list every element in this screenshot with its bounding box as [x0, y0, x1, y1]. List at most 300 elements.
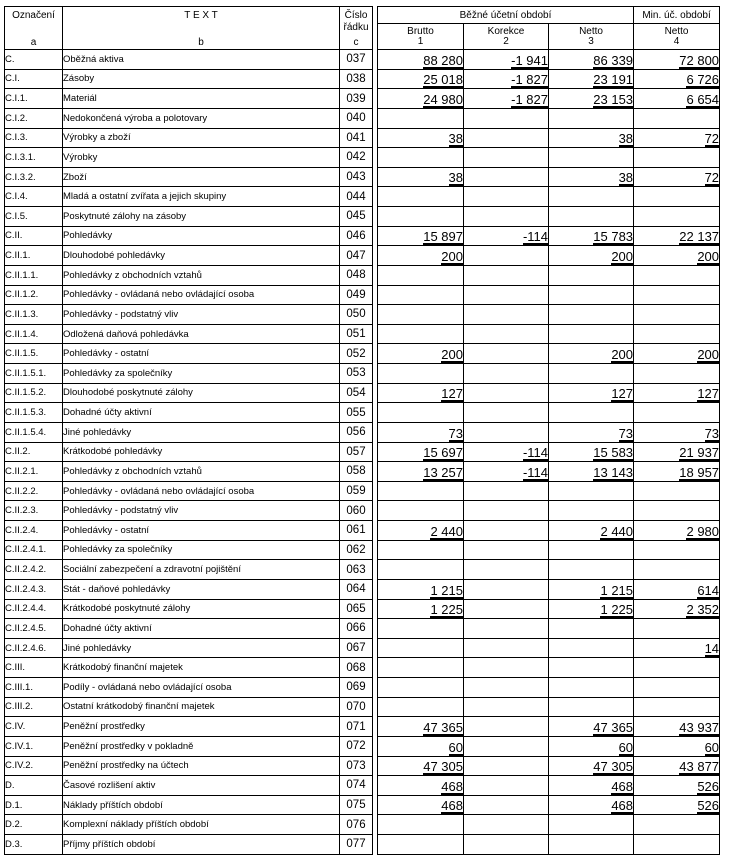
- brutto-value-text: 24 980: [423, 91, 463, 107]
- row-text: Peněžní prostředky v pokladně: [63, 736, 340, 756]
- min-period-value-text: 127: [697, 386, 720, 402]
- table-row: [5, 128, 720, 148]
- row-number: 037: [340, 50, 373, 70]
- netto-value: [549, 599, 634, 619]
- netto-value: [549, 422, 634, 442]
- korekce-value: [464, 89, 549, 109]
- header-col-4: 4: [673, 36, 680, 48]
- row-code: C.I.3.1.: [5, 148, 63, 168]
- min-period-value: [634, 167, 720, 187]
- table-row: [5, 364, 720, 384]
- brutto-value: [378, 108, 464, 128]
- korekce-value-text: -114: [522, 229, 548, 245]
- korekce-value: [464, 638, 549, 658]
- min-period-value-text: 2 980: [686, 523, 720, 539]
- header-brutto-group: [378, 27, 463, 47]
- korekce-value: [464, 736, 549, 756]
- row-number: 066: [340, 619, 373, 639]
- brutto-value: [378, 678, 464, 698]
- header-col-a: a: [30, 37, 37, 48]
- korekce-value: [464, 521, 549, 541]
- korekce-value: [464, 128, 549, 148]
- row-number: 073: [340, 756, 373, 776]
- row-number: 063: [340, 560, 373, 580]
- row-number: 057: [340, 442, 373, 462]
- brutto-value: [378, 246, 464, 266]
- netto-value: [549, 50, 634, 70]
- netto-value: [549, 795, 634, 815]
- row-code: C.IV.2.: [5, 756, 63, 776]
- row-text: Nedokončená výroba a polotovary: [63, 108, 340, 128]
- row-code: C.I.3.: [5, 128, 63, 148]
- brutto-value: [378, 207, 464, 227]
- brutto-value-text: 1 225: [430, 602, 463, 618]
- brutto-value: [378, 187, 464, 207]
- brutto-value-text: 200: [441, 347, 463, 362]
- brutto-value: [378, 658, 464, 678]
- netto-value: [549, 246, 634, 266]
- header-netto-min-label: Netto: [664, 26, 689, 38]
- min-period-value: [634, 226, 720, 246]
- row-text: Pohledávky - ostatní: [63, 344, 340, 364]
- min-period-value: [634, 305, 720, 325]
- row-text: Krátkodobé poskytnuté zálohy: [63, 599, 340, 619]
- row-text: Peněžní prostředky na účtech: [63, 756, 340, 776]
- row-text: Pohledávky - ovládaná nebo ovládající osoba: [63, 285, 340, 305]
- min-period-value: [634, 658, 720, 678]
- netto-value: [549, 226, 634, 246]
- brutto-value: [378, 383, 464, 403]
- netto-value: [549, 344, 634, 364]
- netto-value: [549, 442, 634, 462]
- row-code: C.III.1.: [5, 678, 63, 698]
- table-row: [5, 599, 720, 619]
- brutto-value: [378, 481, 464, 501]
- row-code: C.II.2.4.6.: [5, 638, 63, 658]
- netto-value: [549, 128, 634, 148]
- row-code: C.IV.1.: [5, 736, 63, 756]
- row-number: 055: [340, 403, 373, 423]
- korekce-value: [464, 481, 549, 501]
- brutto-value: [378, 697, 464, 717]
- netto-value: [549, 579, 634, 599]
- netto-value: [549, 108, 634, 128]
- table-row: [5, 167, 720, 187]
- row-text: Pohledávky za společníky: [63, 540, 340, 560]
- korekce-value-text: -1 941: [511, 52, 548, 68]
- row-number: 065: [340, 599, 373, 619]
- netto-value-text: 47 365: [593, 719, 634, 735]
- brutto-value-text: 88 280: [423, 52, 463, 68]
- min-period-value: [634, 717, 720, 737]
- netto-value-text: 23 153: [593, 91, 634, 107]
- brutto-value: [378, 560, 464, 580]
- brutto-value: [378, 69, 464, 89]
- row-number: 059: [340, 481, 373, 501]
- min-period-value: [634, 579, 720, 599]
- netto-value-text: 15 583: [593, 445, 634, 461]
- korekce-value: [464, 619, 549, 639]
- header-brutto: [378, 24, 464, 50]
- brutto-value: [378, 89, 464, 109]
- row-code: C.I.1.: [5, 89, 63, 109]
- korekce-value: [464, 835, 549, 855]
- korekce-value: [464, 305, 549, 325]
- row-text: Dlouhodobé poskytnuté zálohy: [63, 383, 340, 403]
- min-period-value: [634, 422, 720, 442]
- table-row: [5, 442, 720, 462]
- min-period-value: [634, 835, 720, 855]
- korekce-value: [464, 403, 549, 423]
- header-min-obdobi: Min. úč. období: [634, 7, 720, 24]
- row-text: Pohledávky - ovládaná nebo ovládající osoba: [63, 481, 340, 501]
- row-text: Stát - daňové pohledávky: [63, 579, 340, 599]
- table-row: [5, 776, 720, 796]
- netto-value: [549, 540, 634, 560]
- header-oznaceni: [5, 7, 63, 50]
- min-period-value: [634, 481, 720, 501]
- row-code: C.II.1.1.: [5, 265, 63, 285]
- brutto-value: [378, 717, 464, 737]
- row-code: C.I.5.: [5, 207, 63, 227]
- row-text: Pohledávky: [63, 226, 340, 246]
- brutto-value-text: 13 257: [423, 464, 463, 480]
- netto-value-text: 13 143: [593, 464, 634, 480]
- min-period-value-text: 43 937: [679, 719, 720, 735]
- row-text: Dohadné účty aktivní: [63, 403, 340, 423]
- header-korekce: [464, 24, 549, 50]
- row-code: D.2.: [5, 815, 63, 835]
- row-number: 048: [340, 265, 373, 285]
- korekce-value-text: -1 827: [511, 72, 548, 88]
- header-text-label: T E X T: [184, 10, 218, 21]
- table-row: [5, 560, 720, 580]
- row-text: Materiál: [63, 89, 340, 109]
- min-period-value-text: 18 957: [679, 464, 720, 480]
- brutto-value-text: 200: [441, 248, 463, 264]
- netto-value-text: 1 215: [600, 582, 634, 598]
- brutto-value-text: 25 018: [423, 72, 463, 88]
- brutto-value: [378, 265, 464, 285]
- netto-value: [549, 815, 634, 835]
- netto-value: [549, 756, 634, 776]
- row-code: C.II.1.5.4.: [5, 422, 63, 442]
- netto-value: [549, 462, 634, 482]
- header-korekce-label: Korekce: [487, 26, 525, 38]
- netto-value-text: 73: [618, 425, 634, 441]
- min-period-value: [634, 285, 720, 305]
- row-code: C.II.1.: [5, 246, 63, 266]
- header-netto-group: [549, 27, 633, 47]
- row-code: C.II.2.4.3.: [5, 579, 63, 599]
- header-radku: řádku: [343, 22, 369, 33]
- row-code: C.I.4.: [5, 187, 63, 207]
- row-text: Komplexní náklady příštích období: [63, 815, 340, 835]
- min-period-value: [634, 364, 720, 384]
- header-netto-min: [634, 24, 720, 50]
- row-text: Výrobky a zboží: [63, 128, 340, 148]
- korekce-value: [464, 167, 549, 187]
- row-text: Pohledávky za společníky: [63, 364, 340, 384]
- row-code: C.III.: [5, 658, 63, 678]
- row-code: C.II.2.4.: [5, 521, 63, 541]
- korekce-value: [464, 776, 549, 796]
- netto-value-text: 200: [611, 248, 634, 264]
- min-period-value-text: 200: [697, 248, 720, 264]
- netto-value-text: 2 440: [600, 523, 634, 539]
- row-code: C.II.2.4.4.: [5, 599, 63, 619]
- brutto-value: [378, 815, 464, 835]
- korekce-value: [464, 815, 549, 835]
- korekce-value: [464, 658, 549, 678]
- table-row: [5, 579, 720, 599]
- korekce-value: [464, 442, 549, 462]
- brutto-value-text: 2 440: [430, 523, 463, 539]
- header-netto: [549, 24, 634, 50]
- table-row: [5, 89, 720, 109]
- table-row: [5, 226, 720, 246]
- row-text: Výrobky: [63, 148, 340, 168]
- netto-value-text: 200: [611, 347, 634, 362]
- min-period-value: [634, 403, 720, 423]
- netto-value: [549, 89, 634, 109]
- row-text: Dlouhodobé pohledávky: [63, 246, 340, 266]
- table-row: [5, 344, 720, 364]
- korekce-value: [464, 756, 549, 776]
- row-text: Zásoby: [63, 69, 340, 89]
- min-period-value: [634, 128, 720, 148]
- korekce-value: [464, 265, 549, 285]
- korekce-value: [464, 462, 549, 482]
- min-period-value: [634, 383, 720, 403]
- brutto-value-text: 38: [448, 170, 463, 186]
- row-code: C.IV.: [5, 717, 63, 737]
- min-period-value: [634, 246, 720, 266]
- row-number: 054: [340, 383, 373, 403]
- netto-value: [549, 383, 634, 403]
- min-period-value: [634, 442, 720, 462]
- row-number: 052: [340, 344, 373, 364]
- header-col-3: 3: [588, 36, 594, 48]
- table-row: [5, 285, 720, 305]
- table-row: [5, 736, 720, 756]
- brutto-value-text: 38: [448, 131, 463, 147]
- min-period-value-text: 22 137: [679, 229, 720, 245]
- row-code: C.II.1.5.1.: [5, 364, 63, 384]
- row-text: Jiné pohledávky: [63, 422, 340, 442]
- brutto-value: [378, 736, 464, 756]
- row-number: 049: [340, 285, 373, 305]
- row-number: 056: [340, 422, 373, 442]
- netto-value: [549, 324, 634, 344]
- netto-value: [549, 481, 634, 501]
- row-number: 076: [340, 815, 373, 835]
- balance-rows: [5, 50, 720, 855]
- korekce-value-text: -1 827: [511, 91, 548, 107]
- row-number: 077: [340, 835, 373, 855]
- table-row: [5, 481, 720, 501]
- header-brutto-label: Brutto: [407, 26, 434, 38]
- table-row: [5, 501, 720, 521]
- brutto-value-text: 468: [441, 778, 463, 794]
- min-period-value-text: 6 726: [686, 72, 720, 88]
- min-period-value: [634, 560, 720, 580]
- netto-value: [549, 69, 634, 89]
- row-text: Peněžní prostředky: [63, 717, 340, 737]
- netto-value: [549, 697, 634, 717]
- row-code: C.II.1.2.: [5, 285, 63, 305]
- korekce-value: [464, 579, 549, 599]
- brutto-value: [378, 599, 464, 619]
- korekce-value: [464, 422, 549, 442]
- row-text: Mladá a ostatní zvířata a jejich skupiny: [63, 187, 340, 207]
- row-code: C.II.2.3.: [5, 501, 63, 521]
- korekce-value: [464, 501, 549, 521]
- row-number: 064: [340, 579, 373, 599]
- korekce-value: [464, 364, 549, 384]
- header-oznaceni-label: Označení: [12, 10, 55, 21]
- korekce-value-text: -114: [522, 464, 548, 480]
- row-number: 067: [340, 638, 373, 658]
- brutto-value-text: 47 305: [423, 759, 463, 775]
- row-number: 039: [340, 89, 373, 109]
- table-row: [5, 246, 720, 266]
- korekce-value: [464, 148, 549, 168]
- table-row: [5, 540, 720, 560]
- netto-value-text: 60: [618, 739, 634, 755]
- min-period-value: [634, 756, 720, 776]
- row-number: 038: [340, 69, 373, 89]
- row-number: 051: [340, 324, 373, 344]
- row-text: Pohledávky - ostatní: [63, 521, 340, 541]
- row-number: 069: [340, 678, 373, 698]
- netto-value: [549, 305, 634, 325]
- netto-value: [549, 207, 634, 227]
- min-period-value-text: 21 937: [679, 445, 720, 461]
- brutto-value: [378, 442, 464, 462]
- row-text: Odložená daňová pohledávka: [63, 324, 340, 344]
- row-text: Náklady příštích období: [63, 795, 340, 815]
- table-row: [5, 324, 720, 344]
- header-col-b: b: [198, 37, 204, 48]
- header-cislo-radku-label: [340, 10, 372, 34]
- table-row: [5, 638, 720, 658]
- table-row: [5, 108, 720, 128]
- row-text: Jiné pohledávky: [63, 638, 340, 658]
- min-period-value: [634, 736, 720, 756]
- min-period-value: [634, 148, 720, 168]
- table-row: [5, 658, 720, 678]
- row-number: 062: [340, 540, 373, 560]
- row-code: C.II.1.5.: [5, 344, 63, 364]
- netto-value-text: 23 191: [593, 72, 634, 88]
- netto-value: [549, 403, 634, 423]
- korekce-value: [464, 246, 549, 266]
- table-row: [5, 422, 720, 442]
- min-period-value: [634, 638, 720, 658]
- row-code: C.III.2.: [5, 697, 63, 717]
- row-number: 047: [340, 246, 373, 266]
- netto-value-text: 86 339: [593, 52, 634, 68]
- korekce-value: [464, 226, 549, 246]
- row-code: C.: [5, 50, 63, 70]
- table-row: [5, 69, 720, 89]
- netto-value-text: 38: [618, 170, 634, 186]
- korekce-value: [464, 697, 549, 717]
- row-number: 044: [340, 187, 373, 207]
- netto-value: [549, 265, 634, 285]
- korekce-value: [464, 344, 549, 364]
- row-number: 041: [340, 128, 373, 148]
- row-text: Oběžná aktiva: [63, 50, 340, 70]
- min-period-value-text: 14: [704, 641, 720, 657]
- row-code: C.II.1.4.: [5, 324, 63, 344]
- row-number: 043: [340, 167, 373, 187]
- row-number: 071: [340, 717, 373, 737]
- row-number: 061: [340, 521, 373, 541]
- brutto-value-text: 60: [448, 739, 463, 755]
- row-number: 040: [340, 108, 373, 128]
- min-period-value: [634, 697, 720, 717]
- korekce-value: [464, 207, 549, 227]
- row-text: Poskytnuté zálohy na zásoby: [63, 207, 340, 227]
- table-row: [5, 717, 720, 737]
- brutto-value: [378, 422, 464, 442]
- min-period-value: [634, 265, 720, 285]
- korekce-value: [464, 540, 549, 560]
- min-period-value: [634, 599, 720, 619]
- netto-value: [549, 148, 634, 168]
- row-text: Pohledávky - podstatný vliv: [63, 305, 340, 325]
- table-row: [5, 383, 720, 403]
- brutto-value: [378, 226, 464, 246]
- brutto-value: [378, 305, 464, 325]
- brutto-value: [378, 462, 464, 482]
- table-row: [5, 265, 720, 285]
- row-code: C.II.2.1.: [5, 462, 63, 482]
- table-row: [5, 50, 720, 70]
- netto-value-text: 468: [611, 798, 634, 814]
- table-row: [5, 756, 720, 776]
- brutto-value: [378, 285, 464, 305]
- table-row: [5, 678, 720, 698]
- korekce-value: [464, 678, 549, 698]
- brutto-value-text: 15 697: [423, 445, 463, 461]
- korekce-value: [464, 795, 549, 815]
- table-row: [5, 521, 720, 541]
- row-text: Krátkodobý finanční majetek: [63, 658, 340, 678]
- row-text: Krátkodobé pohledávky: [63, 442, 340, 462]
- min-period-value: [634, 815, 720, 835]
- table-row: [5, 462, 720, 482]
- netto-value-text: 127: [611, 386, 634, 402]
- min-period-value: [634, 344, 720, 364]
- brutto-value: [378, 579, 464, 599]
- row-number: 058: [340, 462, 373, 482]
- row-text: Pohledávky z obchodních vztahů: [63, 265, 340, 285]
- row-number: 045: [340, 207, 373, 227]
- row-code: C.II.2.2.: [5, 481, 63, 501]
- row-code: C.I.2.: [5, 108, 63, 128]
- row-text: Příjmy příštích období: [63, 835, 340, 855]
- row-number: 068: [340, 658, 373, 678]
- min-period-value: [634, 108, 720, 128]
- table-row: [5, 403, 720, 423]
- netto-value: [549, 560, 634, 580]
- min-period-value: [634, 619, 720, 639]
- brutto-value: [378, 50, 464, 70]
- row-code: C.II.1.5.2.: [5, 383, 63, 403]
